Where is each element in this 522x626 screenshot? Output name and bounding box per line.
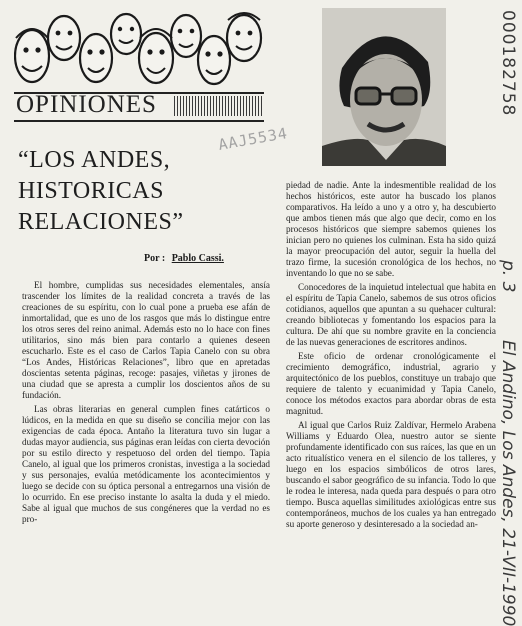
section-header [14,92,264,122]
paragraph: Este oficio de ordenar cronológicamente el crecimiento demográfico, industrial, agrario y arquitectónico de los pueblos, constituye un trabajo que requiere de talento y ecuanimidad y Tapia Canelo, conoce los métodos exactos para abordar obras de esta magnitud. [286,351,496,416]
author-name: Pablo Cassi. [171,253,224,264]
article-column-right [286,180,496,530]
article-headline [18,145,258,238]
headline-line: “LOS ANDES, [18,147,171,173]
document-number: 000182758 [498,10,518,117]
headline-line: RELACIONES” [18,209,184,235]
section-hatch-decoration [174,96,264,116]
byline [144,253,224,264]
portrait-drawing [322,8,446,166]
article-column-left [22,280,270,525]
paragraph: piedad de nadie. Ante la indesmentible realidad de los hechos históricos, este autor ha buscado los planos comparativos. Ha leído a uno y a otro y, ha descubierto que ambos tienen más que algo que decir, como en los procesos históricos que siempre sabemos quienes los inician pero no quienes los culminan. Esta ha sido quizá la mayor preocupación del autor, seguir la huella del trazo firme, la sucesión cronológica de los hechos, no inventando lo que no se sabe. [286,180,496,278]
paragraph: El hombre, cumplidas sus necesidades elementales, ansía trascender los límites de la realidad concreta a través de las creaciones de su espíritu, con lo cual pone a prueba ese afán de inmortalidad, que es uno de los rasgos que más lo distingue entre los otros seres del reino animal. Además esto no lo hace con fines utilitarios, sino más bien para contarlo a quienes deseen escucharlo. Este es el caso de Carlos Tapia Canelo con su obra “Los Andes, Históricas Relaciones”, libro que en apretadas doscientas setenta páginas, recoge: pasajes, viñetas y jirones de una ciudad que se apresta a cumplir los doscientos años de su fundación. [22,280,270,400]
page-reference: p. 3 [498,260,518,293]
handwritten-margin-note [498,10,518,626]
section-title: OPINIONES [16,91,157,118]
faces-drawing [14,8,264,88]
cartoon-faces-illustration [14,8,264,88]
byline-prefix: Por : [144,253,166,264]
author-portrait-photo [322,8,446,166]
source-and-date: El Andino, Los Andes, 21-VII-1990 [498,340,518,626]
paragraph: Al igual que Carlos Ruiz Zaldívar, Hermelo Arabena Williams y Eduardo Olea, nuestro autor se siente profundamente identificado con sus raíces, las que en un acto ritualístico venera en el silencio de los talleres, y luego en los espacios simbólicos de otros lares, buscando el sabor geográfico de su infancia. Todo lo que le rodea le interesa, nada queda para después o para otro tiempo. Busca aquellas similitudes axiológicas entre sus contemporáneos, muchos de los cuales ya han entregado su aporte generoso y desinteresado a la sociedad an- [286,420,496,529]
handwritten-catalog-code: AAJ5534 [216,124,290,154]
paragraph: Conocedores de la inquietud intelectual que habita en el espíritu de Tapia Canelo, sabemos de sus otros oficios cotidianos, aquellos que apuntan a su quehacer cultural: creando bibliotecas y fomentando los espacios para la cultura. De ahí que su nombre gravite en la conciencia de las nuevas generaciones de escritores andinos. [286,282,496,347]
headline-line: HISTORICAS [18,178,164,204]
paragraph: Las obras literarias en general cumplen fines catárticos o lúdicos, en la medida en que su diseño se concilia mejor con las exigencias de cada época. Antaño la literatura tuvo sin lugar a dudas mayor audiencia, sus páginas eran leídas con cierta devoción por su estilo directo y respetuoso del orden del tiempo. Tapia Canelo, al igual que los primeros cronistas, investiga a la sociedad y sus personajes, evalúa metódicamente los acontecimientos y luego se decide con su óptica personal a entregarnos una visión de lo ocurrido. En ese preciso instante lo asalta la duda y el miedo. Sabe al igual que muchos de sus congéneres que la verdad no es pro- [22,404,270,524]
